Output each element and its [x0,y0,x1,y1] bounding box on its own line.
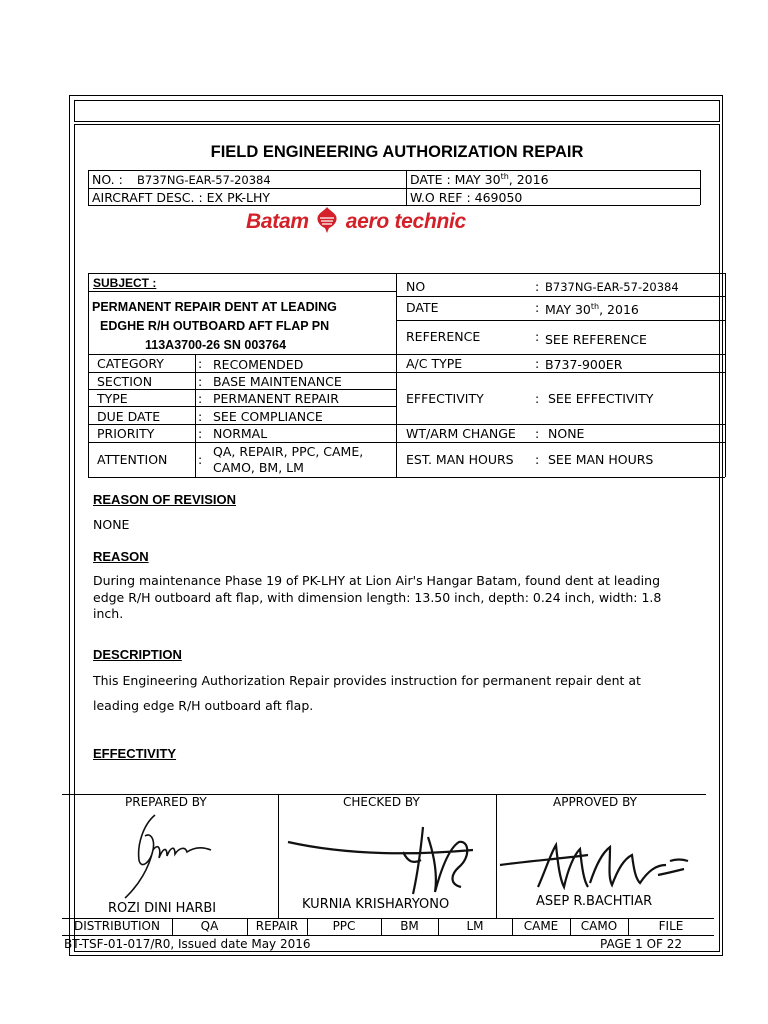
reference-label: REFERENCE [406,329,481,344]
right-date-label: DATE [406,300,439,315]
attention-value-line-2: CAMO, BM, LM [213,460,304,475]
page-number: PAGE 1 OF 22 [600,937,683,951]
description-line-1: This Engineering Authorization Repair provides instruction for permanent repair dent at [93,673,641,688]
prepared-by-label: PREPARED BY [125,795,207,809]
effectivity-value: SEE EFFECTIVITY [548,391,654,406]
aircraft-desc: AIRCRAFT DESC. : EX PK-LHY [92,190,271,205]
category-value: RECOMENDED [213,357,304,372]
distribution-label: DISTRIBUTION [74,919,160,933]
est-man-hours-value: SEE MAN HOURS [548,452,654,467]
distribution-came: CAME [523,919,559,933]
reference-colon: : [535,329,540,344]
type-value: PERMANENT REPAIR [213,391,339,406]
distribution-lm: LM [466,919,484,933]
attention-label: ATTENTION [97,452,168,467]
document-title: FIELD ENGINEERING AUTHORIZATION REPAIR [210,143,584,161]
section-colon: : [198,374,203,389]
attention-value-line-1: QA, REPAIR, PPC, CAME, [213,444,364,459]
type-colon: : [198,391,203,406]
checked-by-name: KURNIA KRISHARYONO [302,897,450,912]
ac-type-label: A/C TYPE [406,356,463,371]
est-man-hours-label: EST. MAN HOURS [406,452,514,467]
right-no-colon: : [535,279,540,294]
batam-aero-technic-logo: Batam aero technic [246,206,466,234]
wo-ref: W.O REF : 469050 [410,190,523,205]
reason-of-revision-heading: REASON OF REVISION [93,492,237,507]
description-line-2: leading edge R/H outboard aft flap. [93,698,314,713]
due-date-colon: : [198,409,203,424]
right-date-colon: : [535,300,540,315]
right-no-value: B737NG-EAR-57-20384 [545,280,679,294]
due-date-label: DUE DATE [97,409,161,424]
est-man-hours-colon: : [535,452,540,467]
reference-value: SEE REFERENCE [545,332,647,347]
subject-line-3: 113A3700-26 SN 003764 [145,338,287,352]
effectivity-label: EFFECTIVITY [406,391,484,406]
reason-of-revision-text: NONE [93,517,130,532]
header-date: DATE : MAY 30th, 2016 [410,172,549,188]
type-label: TYPE [97,391,128,406]
prepared-by-signature [115,810,235,900]
reason-heading: REASON [93,549,149,564]
approved-by-label: APPROVED BY [553,795,638,809]
wt-arm-label: WT/ARM CHANGE [406,426,516,441]
subject-label: SUBJECT : [93,276,157,290]
category-label: CATEGORY [97,356,164,371]
form-id: BT-TSF-01-017/R0, Issued date May 2016 [64,937,311,951]
prepared-by-name: ROZI DINI HARBI [108,901,217,916]
ac-type-value: B737-900ER [545,357,623,372]
attention-colon: : [198,452,203,467]
priority-label: PRIORITY [97,426,155,441]
right-no-label: NO [406,279,426,294]
category-colon: : [198,356,203,371]
distribution-ppc: PPC [332,919,356,933]
header-top-box [74,100,720,122]
approved-by-signature [498,825,698,897]
priority-value: NORMAL [213,426,268,441]
approved-by-name: ASEP R.BACHTIAR [536,894,653,909]
header-no-value: B737NG-EAR-57-20384 [137,173,271,187]
effectivity-heading: EFFECTIVITY [93,746,177,761]
due-date-value: SEE COMPLIANCE [213,409,323,424]
wt-arm-value: NONE [548,426,585,441]
section-value: BASE MAINTENANCE [213,374,342,389]
subject-line-1: PERMANENT REPAIR DENT AT LEADING [92,300,337,314]
distribution-bm: BM [400,919,419,933]
distribution-camo: CAMO [580,919,618,933]
wt-arm-colon: : [535,426,540,441]
distribution-file: FILE [658,919,684,933]
distribution-repair: REPAIR [255,919,299,933]
section-label: SECTION [97,374,153,389]
reason-text: During maintenance Phase 19 of PK-LHY at Lion Air's Hangar Batam, found dent at leading edge R/H outboard aft flap, with dimension length: 13.50 inch, depth: 0.24 inch, width: 1.8 inch. [93,573,662,621]
header-no-label: NO. : [92,172,123,187]
description-heading: DESCRIPTION [93,647,182,662]
checked-by-signature [283,822,483,902]
effectivity-colon: : [535,391,540,406]
distribution-qa: QA [200,919,219,933]
priority-colon: : [198,426,203,441]
checked-by-label: CHECKED BY [343,795,420,809]
subject-line-2: EDGHE R/H OUTBOARD AFT FLAP PN [100,319,330,333]
lion-emblem-icon [314,206,340,234]
ac-type-colon: : [535,356,540,371]
right-date-value: MAY 30th, 2016 [545,302,639,318]
